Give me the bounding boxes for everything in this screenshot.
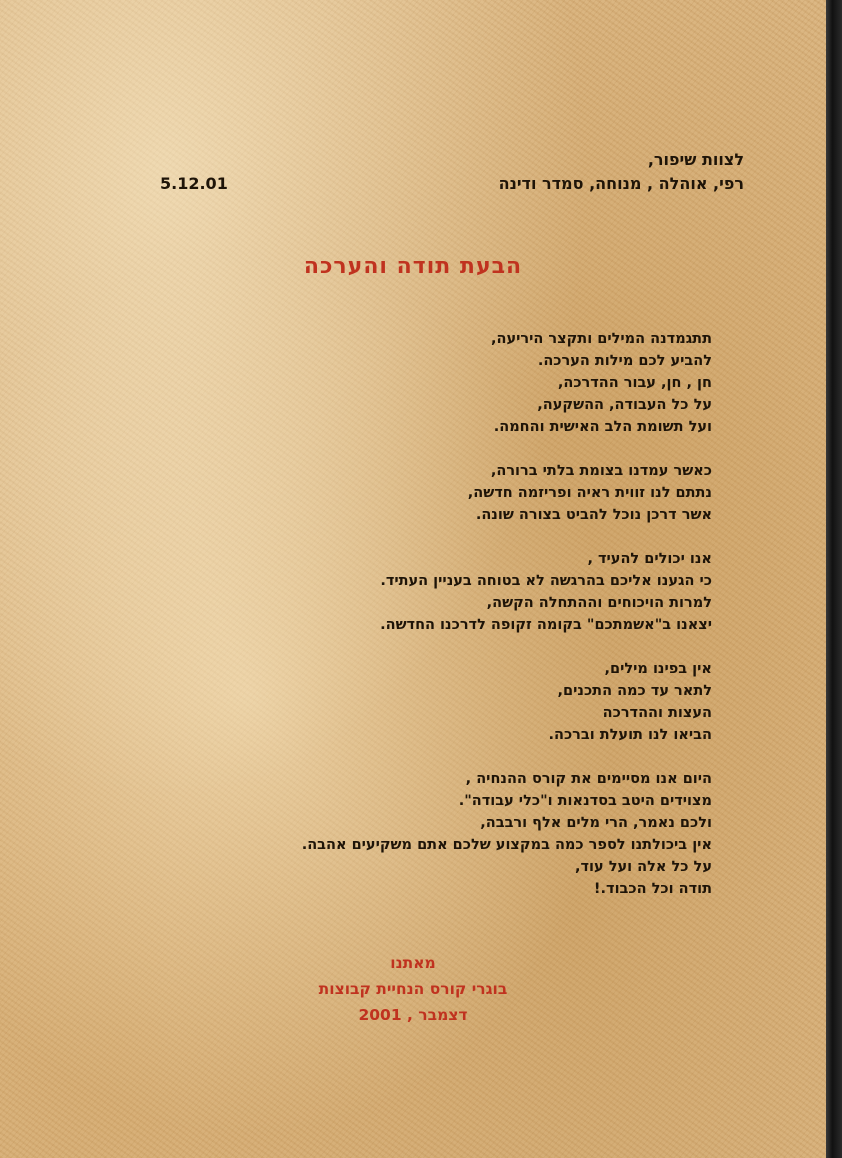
poem-body (168, 328, 712, 922)
letter-date: 5.12.01 (160, 174, 228, 193)
letter-title: הבעת תודה והערכה (303, 254, 523, 279)
poem-line: העצות וההדרכה (602, 705, 712, 721)
poem-line: אין ביכולתנו לספר כמה במקצוע שלכם אתם משקיעים אהבה. (301, 837, 712, 853)
recipient-names: רפי, אוהלה , מנוחה, סמדר ודינה (498, 174, 744, 193)
scan-edge (826, 0, 842, 1158)
poem-line: חן , חן, עבור ההדרכה, (557, 375, 712, 391)
signature-from: מאתנו (390, 954, 436, 972)
stanza (168, 548, 712, 636)
poem-line: יצאנו ב"אשמתכם" בקומה זקופה לדרכנו החדשה. (380, 617, 712, 633)
poem-line: למרות הויכוחים וההתחלה הקשה, (486, 595, 712, 611)
poem-line: כאשר עמדנו בצומת בלתי ברורה, (490, 463, 712, 479)
poem-line: על כל אלה ועל עוד, (575, 859, 712, 875)
poem-line: נתתם לנו זווית ראיה ופריזמה חדשה, (467, 485, 712, 501)
poem-line: תודה וכל הכבוד.! (593, 881, 712, 897)
poem-line: אין בפינו מילים, (604, 661, 712, 677)
poem-line: ועל תשומת הלב האישית והחמה. (493, 419, 712, 435)
poem-line: על כל העבודה, ההשקעה, (537, 397, 712, 413)
poem-line: הביאו לנו תועלת וברכה. (548, 727, 712, 743)
poem-line: כי הגענו אליכם בהרגשה לא בטוחה בעניין העתיד. (380, 573, 712, 589)
poem-line: היום אנו מסיימים את קורס ההנחיה , (465, 771, 712, 787)
recipient-team: לצוות שיפור, (647, 150, 744, 169)
poem-line: להביע לכם מילות הערכה. (537, 353, 712, 369)
stanza (168, 460, 712, 526)
stanza (168, 328, 712, 438)
stanza (168, 768, 712, 900)
signature-date: דצמבר , 2001 (358, 1006, 468, 1024)
poem-line: ולכם נאמר, הרי מלים אלף ורבבה, (480, 815, 712, 831)
poem-line: אשר דרכן נוכל להביט בצורה שונה. (475, 507, 712, 523)
poem-line: מצוידים היטב בסדנאות ו"כלי עבודה". (458, 793, 712, 809)
signature-block (0, 950, 826, 1028)
signature-group: בוגרי קורס הנחיית קבוצות (318, 980, 508, 998)
letter-header (160, 148, 744, 196)
poem-line: תתגמדנה המילים ותקצר היריעה, (491, 331, 712, 347)
poem-line: לתאר עד כמה התכנים, (557, 683, 712, 699)
poem-line: אנו יכולים להעיד , (587, 551, 712, 567)
stanza (168, 658, 712, 746)
